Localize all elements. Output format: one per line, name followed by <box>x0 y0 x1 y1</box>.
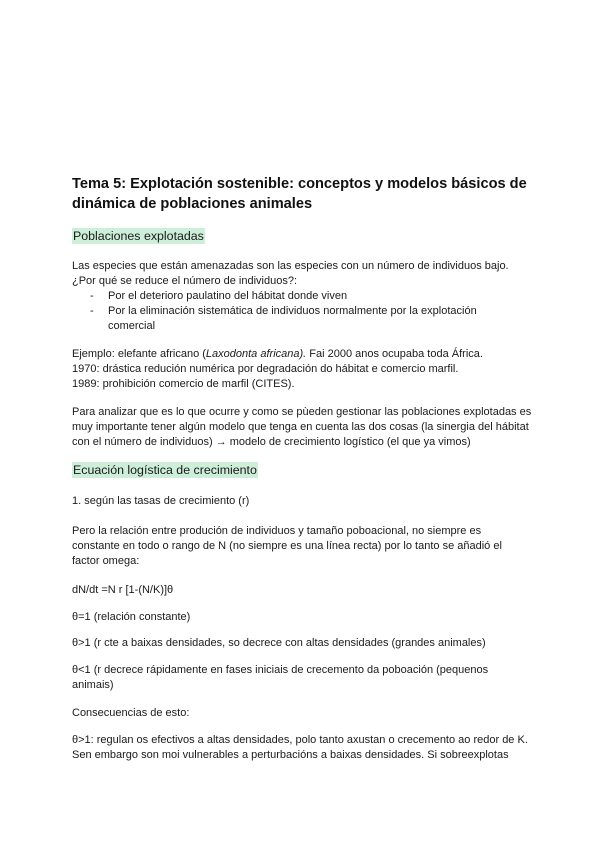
theta-greater-one: θ>1 (r cte a baixas densidades, so decrece con altas densidades (grandes animales) <box>72 637 486 649</box>
list-item-text: Por el deterioro paulatino del hábitat donde viven <box>108 290 348 302</box>
intro-line-2: ¿Por qué se reduce el número de individuos?: <box>72 275 298 287</box>
theta-less-one: θ<1 (r decrece rápidamente en fases iniciais de crecemento da poboación (pequenos animais) <box>72 664 489 691</box>
section-heading-ecuacion: Ecuación logística de crecimiento <box>73 463 257 477</box>
list-item-text: Por la eliminación sistemática de individuos normalmente por la explotación comercial <box>108 305 477 332</box>
line-1970: 1970: drástica redución numérica por degradación do hábitat e comercio marfil. <box>72 363 459 375</box>
consequences-label: Consecuencias de esto: <box>72 707 190 719</box>
analysis-paragraph: Para analizar que es lo que ocurre y como se pùeden gestionar las poblaciones explotadas es muy importante tener algún modelo que tenga en cuenta las dos cosas (la sinergia del hábitat con el número de individuos) → modelo de crecimiento logístico (el que ya vimos) <box>72 406 532 448</box>
growth-point-1: 1. según las tasas de crecimiento (r) <box>72 495 250 507</box>
example-prefix: Ejemplo: elefante africano ( <box>72 348 206 360</box>
intro-line-1: Las especies que están amenazadas son las especies con un número de individuos bajo. <box>72 260 509 272</box>
document-title: Tema 5: Explotación sostenible: conceptos y modelos básicos de dinámica de poblaciones animales <box>72 176 527 212</box>
example-line <box>72 347 532 362</box>
section-heading-poblaciones: Poblaciones explotadas <box>73 229 204 243</box>
list-dash: - <box>90 305 94 317</box>
consequences-paragraph: θ>1: regulan os efectivos a altas densidades, polo tanto axustan o crecemento ao redor de K. Sen embargo son moi vulnerables a perturbacións a baixas densidades. Si sobreexplotas <box>72 734 528 761</box>
line-1989: 1989: prohibición comercio de marfil (CITES). <box>72 378 295 390</box>
example-species: Laxodonta africana). <box>205 348 307 360</box>
example-suffix: Fai 2000 anos ocupaba toda África. <box>306 348 483 360</box>
list-dash: - <box>90 290 94 302</box>
logistic-equation: dN/dt =N r [1-(N/K)]θ <box>72 584 174 596</box>
omega-paragraph: Pero la relación entre produción de individuos y tamaño poboacional, no siempre es constante en todo o rango de N (no siempre es una línea recta) por lo tanto se añadió el factor omega: <box>72 525 502 567</box>
theta-equal-one: θ=1 (relación constante) <box>72 611 191 623</box>
